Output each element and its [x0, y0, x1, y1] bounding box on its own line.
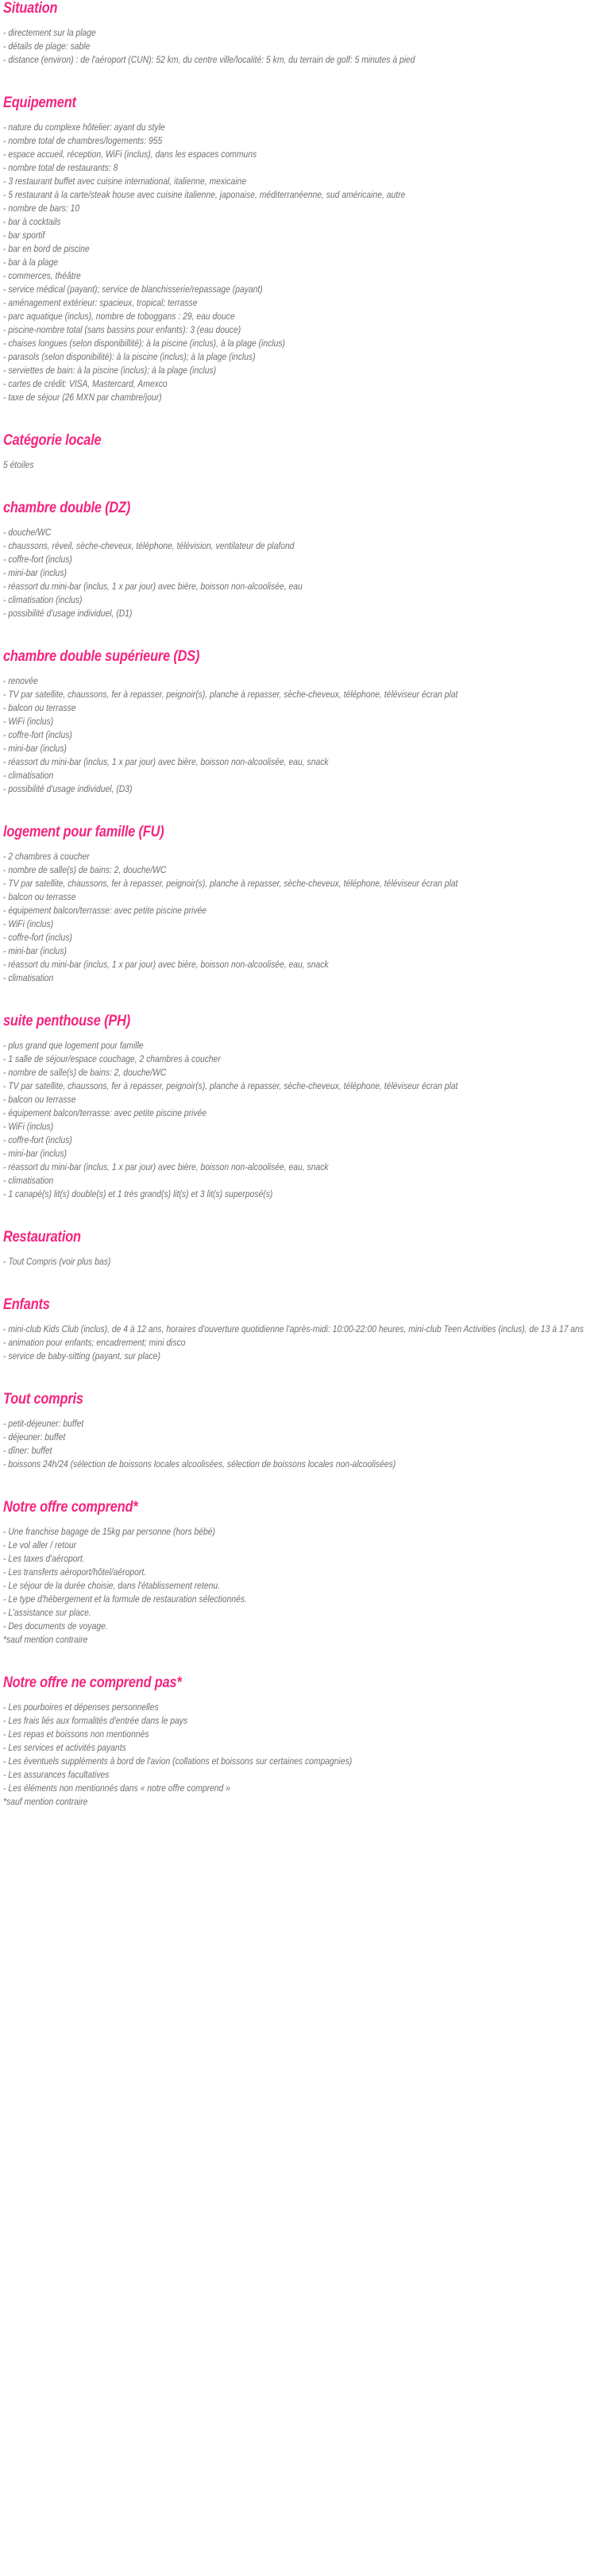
list-item: - Les éléments non mentionnés dans « notre offre comprend » — [3, 1784, 230, 1794]
section-heading: Tout compris — [3, 1391, 83, 1408]
list-item: - commerces, théâtre — [3, 272, 81, 281]
list-item: - WiFi (inclus) — [3, 717, 54, 727]
list-item: - réassort du mini-bar (inclus, 1 x par jour) avec bière, boisson non-alcoolisée, eau, snack — [3, 960, 329, 970]
list-item: - Les assurances facultatives — [3, 1771, 110, 1780]
section-line-list — [3, 675, 599, 797]
list-item: - aménagement extérieur: spacieux, tropical; terrasse — [3, 299, 198, 308]
section-heading: suite penthouse (PH) — [3, 1013, 130, 1029]
list-item: - Des documents de voyage. — [3, 1622, 108, 1632]
list-item: - directement sur la plage — [3, 29, 96, 38]
list-item: - plus grand que logement pour famille — [3, 1041, 144, 1051]
section-equipement — [3, 95, 599, 405]
list-item: - coffre-fort (inclus) — [3, 933, 72, 943]
section-footnote: *sauf mention contraire — [3, 1636, 88, 1645]
list-item: - Une franchise bagage de 15kg par personne (hors bébé) — [3, 1527, 215, 1537]
section-tout-compris — [3, 1391, 599, 1472]
list-item: - déjeuner: buffet — [3, 1433, 66, 1442]
list-item: - cartes de crédit: VISA, Mastercard, Amexco — [3, 380, 168, 389]
section-heading: Notre offre ne comprend pas* — [3, 1674, 182, 1691]
section-notre-offre-ne-comprend-pas — [3, 1674, 599, 1809]
list-item: - réassort du mini-bar (inclus, 1 x par jour) avec bière, boisson non-alcoolisée, eau, snack — [3, 758, 329, 767]
list-item: - TV par satellite, chaussons, fer à repasser, peignoir(s), planche à repasser, sèche-cheveux, téléphone, téléviseur écran plat — [3, 1082, 458, 1091]
section-heading: Catégorie locale — [3, 432, 102, 449]
section-suite-penthouse-ph — [3, 1013, 599, 1202]
list-item: - espace accueil, réception, WiFi (inclus), dans les espaces communs — [3, 150, 257, 160]
section-line-list — [3, 527, 599, 621]
list-item: - nombre total de chambres/logements: 955 — [3, 137, 163, 146]
list-item: - 1 canapé(s) lit(s) double(s) et 1 très grand(s) lit(s) et 3 lit(s) superposé(s) — [3, 1190, 273, 1199]
list-item: - piscine-nombre total (sans bassins pour enfants): 3 (eau douce) — [3, 326, 241, 335]
list-item: - bar à la plage — [3, 258, 59, 268]
section-heading: logement pour famille (FU) — [3, 824, 164, 840]
list-item: - mini-club Kids Club (inclus), de 4 à 12 ans, horaires d'ouverture quotidienne l'après-midi: 10:00-22:00 heures, mini-club Teen Activities (inclus), de 13 à 17 ans — [3, 1325, 584, 1334]
section-restauration — [3, 1229, 599, 1269]
section-chambre-double-dz — [3, 500, 599, 621]
list-item: - mini-bar (inclus) — [3, 947, 67, 956]
list-item: - nombre de bars: 10 — [3, 204, 80, 214]
section-categorie-locale — [3, 432, 599, 473]
list-item: - réassort du mini-bar (inclus, 1 x par jour) avec bière, boisson non-alcoolisée, eau, snack — [3, 1163, 329, 1172]
list-item: - mini-bar (inclus) — [3, 569, 67, 578]
list-item: - animation pour enfants; encadrement; mini disco — [3, 1338, 186, 1348]
list-item: - 1 salle de séjour/espace couchage, 2 chambres à coucher — [3, 1055, 221, 1064]
section-line-list — [3, 1256, 599, 1269]
list-item: - possibilité d'usage individuel, (D1) — [3, 609, 133, 619]
list-item: - distance (environ) : de l'aéroport (CUN): 52 km, du centre ville/localité: 5 km, du terrain de golf: 5 minutes à pied — [3, 56, 415, 65]
list-item: - Les frais liés aux formalités d'entrée dans le pays — [3, 1717, 188, 1726]
section-line-list — [3, 1040, 599, 1202]
list-item: - Les services et activités payants — [3, 1744, 126, 1753]
list-item: - bar sportif — [3, 231, 45, 241]
list-item: - L'assistance sur place. — [3, 1609, 91, 1618]
list-item: - mini-bar (inclus) — [3, 744, 67, 754]
list-item: - Le séjour de la durée choisie, dans l'établissement retenu. — [3, 1582, 220, 1591]
section-logement-pour-famille-fu — [3, 824, 599, 986]
list-item: - climatisation (inclus) — [3, 596, 83, 605]
list-item: - possibilité d'usage individuel, (D3) — [3, 785, 133, 794]
list-item: - balcon ou terrasse — [3, 704, 76, 713]
list-item: - parasols (selon disponibilité): à la piscine (inclus); à la plage (inclus) — [3, 353, 256, 362]
section-line-list — [3, 1323, 599, 1364]
list-item: - climatisation — [3, 1176, 54, 1186]
section-heading: chambre double supérieure (DS) — [3, 648, 200, 665]
section-footnote: *sauf mention contraire — [3, 1798, 88, 1807]
list-item: - Les taxes d'aéroport. — [3, 1554, 85, 1564]
list-item: - équipement balcon/terrasse: avec petite piscine privée — [3, 906, 207, 916]
list-item: - TV par satellite, chaussons, fer à repasser, peignoir(s), planche à repasser, sèche-cheveux, téléphone, téléviseur écran plat — [3, 879, 458, 889]
list-item: - dîner: buffet — [3, 1446, 52, 1456]
section-heading: Enfants — [3, 1296, 50, 1313]
list-item: - service médical (payant); service de blanchisserie/repassage (payant) — [3, 285, 263, 295]
list-item: - climatisation — [3, 974, 54, 983]
list-item: - nature du complexe hôtelier: ayant du style — [3, 123, 165, 133]
list-item: - 2 chambres à coucher — [3, 852, 90, 862]
list-item: - WiFi (inclus) — [3, 920, 54, 929]
section-situation — [3, 0, 599, 68]
list-item: - détails de plage: sable — [3, 42, 91, 52]
list-item: - TV par satellite, chaussons, fer à repasser, peignoir(s), planche à repasser, sèche-cheveux, téléphone, téléviseur écran plat — [3, 690, 458, 700]
list-item: - nombre de salle(s) de bains: 2, douche/WC — [3, 866, 167, 875]
section-line-list — [3, 459, 599, 473]
section-heading: Restauration — [3, 1229, 81, 1246]
list-item: - petit-déjeuner: buffet — [3, 1419, 84, 1429]
list-item: - coffre-fort (inclus) — [3, 1136, 72, 1145]
list-item: - Les transferts aéroport/hôtel/aéroport. — [3, 1568, 147, 1578]
list-item: - équipement balcon/terrasse: avec petite piscine privée — [3, 1109, 207, 1118]
section-heading: Situation — [3, 0, 58, 17]
list-item: - Tout Compris (voir plus bas) — [3, 1257, 111, 1267]
list-item: - taxe de séjour (26 MXN par chambre/jour) — [3, 393, 162, 403]
list-item: - boissons 24h/24 (sélection de boissons locales alcoolisées, sélection de boissons locales non-alcoolisées) — [3, 1460, 396, 1470]
list-item: 5 étoiles — [3, 461, 34, 470]
list-item: - WiFi (inclus) — [3, 1122, 54, 1132]
list-item: - renovée — [3, 677, 38, 686]
list-item: - chaises longues (selon disponibillité): à la piscine (inclus), à la plage (inclus) — [3, 339, 285, 349]
list-item: - Le type d'hébergement et la formule de restauration sélectionnés. — [3, 1595, 247, 1605]
list-item: - nombre total de restaurants: 8 — [3, 164, 118, 173]
list-item: - Les pourboires et dépenses personnelles — [3, 1703, 159, 1713]
list-item: - bar à cocktails — [3, 218, 61, 227]
section-enfants — [3, 1296, 599, 1364]
list-item: - serviettes de bain: à la piscine (inclus); à la plage (inclus) — [3, 366, 217, 376]
list-item: - mini-bar (inclus) — [3, 1149, 67, 1159]
list-item: - Les repas et boissons non mentionnés — [3, 1730, 149, 1740]
section-chambre-double-superieure-ds — [3, 648, 599, 797]
list-item: - parc aquatique (inclus), nombre de toboggans : 29, eau douce — [3, 312, 235, 322]
list-item: - climatisation — [3, 771, 54, 781]
list-item: - 3 restaurant buffet avec cuisine international, italienne, mexicaine — [3, 177, 247, 187]
list-item: - balcon ou terrasse — [3, 893, 76, 902]
list-item: - coffre-fort (inclus) — [3, 555, 72, 565]
section-line-list — [3, 122, 599, 405]
list-item: - bar en bord de piscine — [3, 245, 90, 254]
list-item: - réassort du mini-bar (inclus, 1 x par jour) avec bière, boisson non-alcoolisée, eau — [3, 582, 303, 592]
section-heading: chambre double (DZ) — [3, 500, 131, 516]
section-line-list — [3, 27, 599, 68]
list-item: - nombre de salle(s) de bains: 2, douche/WC — [3, 1068, 167, 1078]
list-item: - chaussons, réveil, sèche-cheveux, téléphone, télévision, ventilateur de plafond — [3, 542, 295, 551]
section-line-list — [3, 1526, 599, 1634]
section-notre-offre-comprend — [3, 1499, 599, 1647]
list-item: - balcon ou terrasse — [3, 1095, 76, 1105]
list-item: - coffre-fort (inclus) — [3, 731, 72, 740]
list-item: - service de baby-sitting (payant, sur place) — [3, 1352, 160, 1361]
list-item: - 5 restaurant à la carte/steak house avec cuisine italienne, japonaise, méditerranéenne, sud américaine, autre — [3, 191, 406, 200]
section-heading: Equipement — [3, 95, 76, 111]
section-line-list — [3, 1418, 599, 1472]
list-item: - douche/WC — [3, 528, 52, 538]
list-item: - Le vol aller / retour — [3, 1541, 77, 1551]
section-line-list — [3, 851, 599, 986]
section-heading: Notre offre comprend* — [3, 1499, 138, 1516]
section-line-list — [3, 1701, 599, 1796]
list-item: - Les éventuels suppléments à bord de l'avion (collations et boissons sur certaines compagnies) — [3, 1757, 353, 1767]
